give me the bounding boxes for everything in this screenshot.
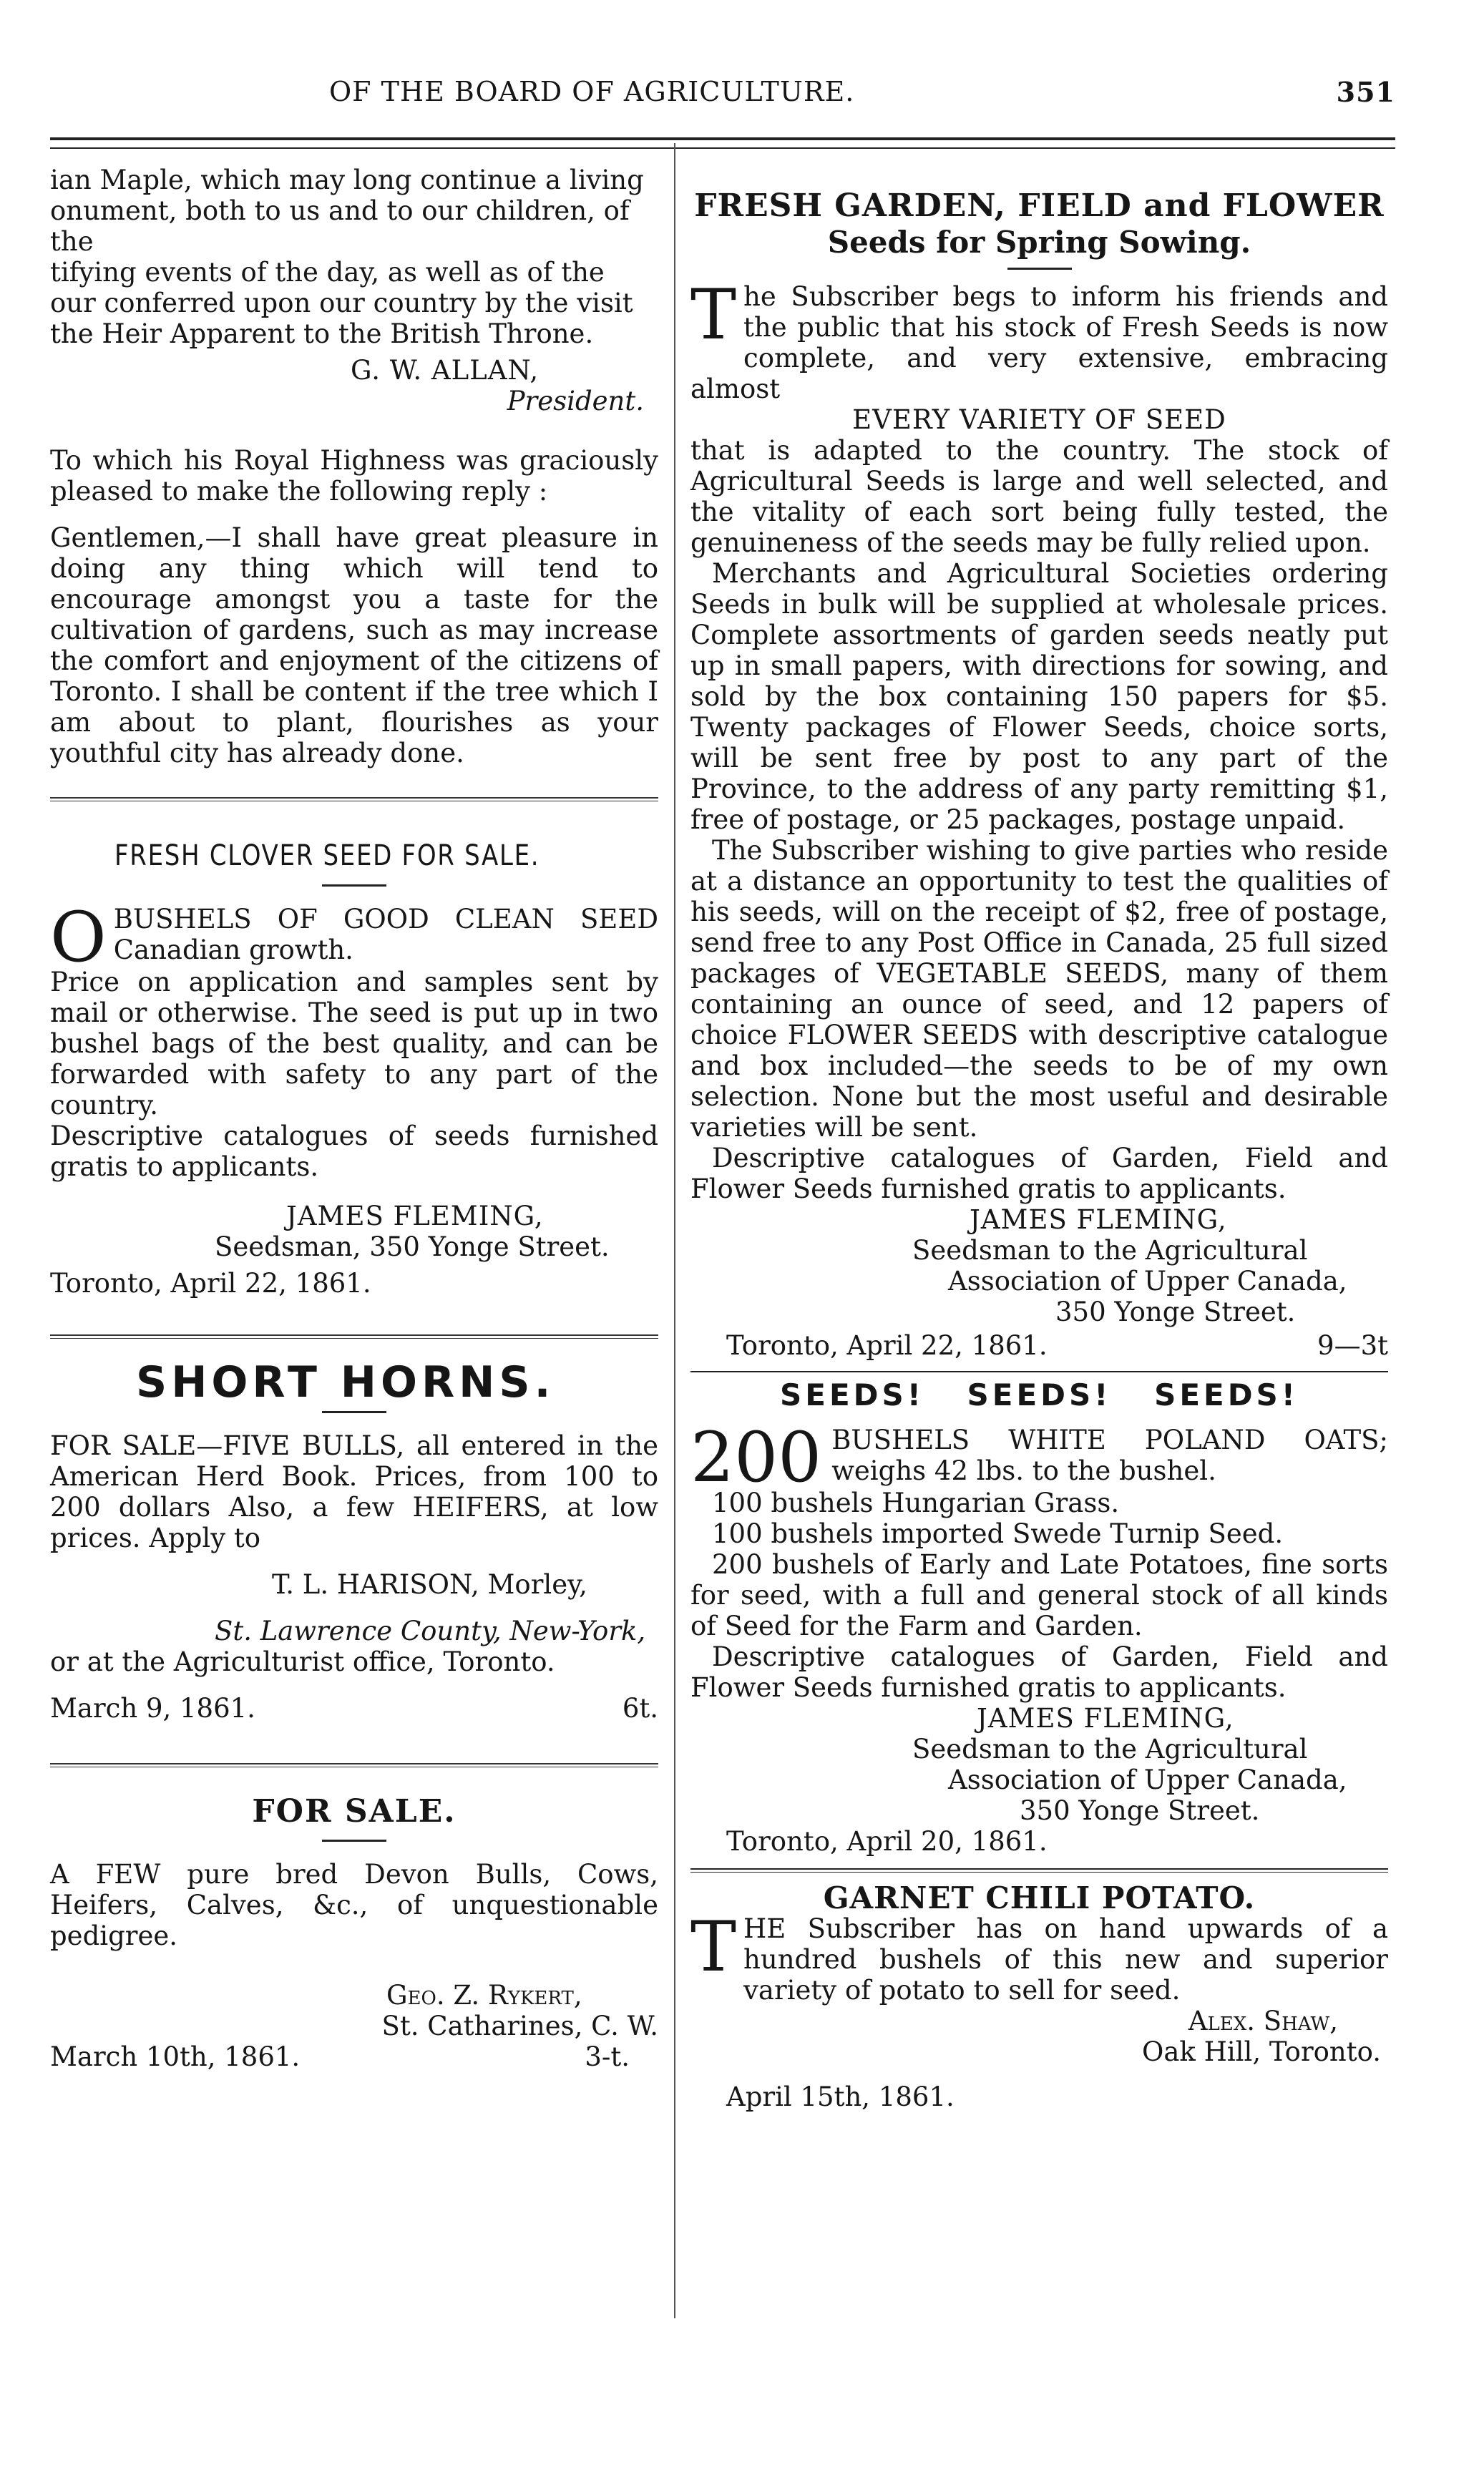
seeds-lead: BUSHELS WHITE POLAND OATS; weighs 42 lbs. to the bushel. (831, 1425, 1388, 1486)
running-head-title: OF THE BOARD OF AGRICULTURE. (329, 76, 855, 107)
fresh-paragraph: The Subscriber wishing to give parties who reside at a distance an opportunity to test the qualities of his seeds, will on the receipt of $2, free of postage, send free to any Post Office in Canada, 25 full sized packages of VEGETABLE SEEDS, many of them containing an ounce of seed, and 12 papers of choice FLOWER SEEDS with descriptive catalogue and box included—the seeds to be of my own selection. None but the most useful and desirable varieties will be sent. (690, 835, 1388, 1143)
seeds-signature-line: 350 Yonge Street. (1020, 1795, 1260, 1826)
garnet-advert (690, 1880, 1388, 2112)
horns-signature-name: T. L. HARISON, Morley, (272, 1569, 587, 1600)
seeds-big-number: 200 (690, 1417, 822, 1498)
horns-signature-office: or at the Agriculturist office, Toronto. (50, 1646, 555, 1677)
address-line: tifying events of the day, as well as of the (50, 257, 605, 288)
forsale-advert (50, 1793, 658, 2072)
signature-name: G. W. ALLAN, (351, 355, 540, 386)
forsale-body: A FEW pure bred Devon Bulls, Cows, Heifers, Calves, &c., of unquestionable pedigree. (50, 1859, 658, 1951)
garnet-signature-name: Alex. Shaw, (1188, 2006, 1338, 2036)
seeds-heading: SEEDS! SEEDS! SEEDS! (780, 1377, 1299, 1412)
fresh-dateline (726, 1330, 1388, 1361)
clover-dropcap: O (50, 897, 107, 977)
seeds-item: 200 bushels of Early and Late Potatoes, fine sorts for seed, with a full and general stock of all kinds of Seed for the Farm and Garden. (690, 1549, 1388, 1641)
horns-signature-address: St. Lawrence County, New-York, (215, 1616, 646, 1646)
garnet-signature-address: Oak Hill, Toronto. (1142, 2036, 1381, 2067)
address-line: our conferred upon our country by the visit (50, 288, 633, 318)
horns-body: FOR SALE—FIVE BULLS, all entered in the American Herd Book. Prices, from 100 to 200 dollars Also, a few HEIFERS, at low prices. Apply to (50, 1430, 658, 1553)
seeds-advert (690, 1377, 1388, 1857)
clover-signature-name: JAMES FLEMING, (286, 1201, 544, 1231)
horns-insertion-code: 6t. (622, 1693, 658, 1724)
fresh-dropcap: T (690, 275, 737, 355)
clover-signature-address: Seedsman, 350 Yonge Street. (215, 1231, 610, 1262)
clover-body: Price on application and samples sent by mail or otherwise. The seed is put up in two bushel bags of the best quality, and can be forwarded with safety to any part of the country. (50, 967, 658, 1121)
forsale-insertion-code: 3-t. (585, 2041, 630, 2072)
short-rule (322, 884, 386, 887)
fresh-signature-name: JAMES FLEMING, (970, 1204, 1227, 1235)
short-rule (322, 1411, 386, 1413)
fresh-paragraph: that is adapted to the country. The stock of Agricultural Seeds is large and well selected, and the vitality of each sort being fully tested, the genuineness of the seeds may be fully relied upon. (690, 435, 1388, 558)
horns-date: March 9, 1861. (50, 1693, 255, 1724)
fresh-lead: he Subscriber begs to inform his friends and the public that his stock of Fresh Seeds is now complete, and very extensive, embracing almost (690, 281, 1388, 404)
reply-body: Gentlemen,—I shall have great pleasure in doing any thing which will tend to encourage amongst you a taste for the cultivation of gardens, such as may increase the comfort and enjoyment of the citizens of Toronto. I shall be content if the tree which I am about to plant, flourishes as your youthful city has already done. (50, 522, 658, 768)
fresh-signature-line: Association of Upper Canada, (948, 1266, 1347, 1297)
horns-dateline (50, 1693, 658, 1724)
garnet-dropcap: T (690, 1907, 737, 1987)
separator-rule (690, 1868, 1388, 1873)
forsale-signature-name: Geo. Z. Rykert, (386, 1980, 582, 2011)
forsale-signature-address: St. Catharines, C. W. (381, 2011, 658, 2041)
seeds-catalogue: Descriptive catalogues of Garden, Field and Flower Seeds furnished gratis to applicants. (690, 1641, 1388, 1703)
seeds-signature-name: JAMES FLEMING, (977, 1703, 1234, 1734)
short-rule (322, 1840, 386, 1842)
separator-rule (50, 1763, 658, 1767)
short-rule (1007, 268, 1072, 270)
fresh-signature-line: Seedsman to the Agricultural (912, 1235, 1308, 1266)
address-excerpt (50, 165, 658, 416)
garnet-lead: HE Subscriber has on hand upwards of a hundred bushels of this new and superior variety of potato to sell for seed. (743, 1913, 1388, 2006)
forsale-heading: FOR SALE. (252, 1793, 457, 1830)
seeds-item: 100 bushels Hungarian Grass. (712, 1488, 1120, 1518)
seeds-date: Toronto, April 20, 1861. (726, 1826, 1048, 1857)
address-line: ian Maple, which may long continue a living (50, 165, 644, 195)
separator-rule (690, 1371, 1388, 1372)
seeds-signature-line: Association of Upper Canada, (948, 1764, 1347, 1795)
signature-title: President. (507, 386, 644, 416)
seeds-signature-line: Seedsman to the Agricultural (912, 1734, 1308, 1764)
fresh-heading: FRESH GARDEN, FIELD and FLOWER (694, 187, 1385, 224)
separator-rule (50, 797, 658, 801)
header-double-rule (50, 137, 1395, 149)
fresh-every-variety: EVERY VARIETY OF SEED (852, 404, 1226, 435)
forsale-dateline (50, 2011, 658, 2072)
horns-heading: SHORT HORNS. (136, 1357, 555, 1407)
garnet-date: April 15th, 1861. (726, 2081, 955, 2112)
separator-rule (50, 1334, 658, 1339)
fresh-seeds-advert (690, 187, 1388, 1361)
right-column (690, 187, 1388, 2112)
fresh-paragraph: Descriptive catalogues of Garden, Field and Flower Seeds furnished gratis to applicants. (690, 1143, 1388, 1204)
column-divider (674, 143, 675, 2318)
fresh-signature-line: 350 Yonge Street. (1055, 1297, 1296, 1327)
clover-catalogue: Descriptive catalogues of seeds furnished gratis to applicants. (50, 1121, 658, 1182)
forsale-date: March 10th, 1861. (50, 2041, 301, 2072)
address-line: onument, both to us and to our children, of the (50, 195, 630, 257)
clover-date: Toronto, April 22, 1861. (50, 1268, 371, 1299)
clover-heading: FRESH CLOVER SEED FOR SALE. (114, 839, 540, 872)
address-line: the Heir Apparent to the British Throne. (50, 318, 594, 349)
fresh-insertion-code: 9—3t (1317, 1330, 1388, 1361)
fresh-paragraph: Merchants and Agricultural Societies ordering Seeds in bulk will be supplied at wholesale prices. Complete assortments of garden seeds neatly put up in small papers, with directions for sowing, and sold by the box containing 150 papers for $5. Twenty packages of Flower Seeds, choice sorts, will be sent free by post to any part of the Province, to the address of any party remitting $1, free of postage, or 25 packages, postage unpaid. (690, 558, 1388, 835)
clover-lead: BUSHELS OF GOOD CLEAN SEED Canadian growth. (113, 904, 658, 965)
garnet-heading: GARNET CHILI POTATO. (823, 1880, 1256, 1915)
clover-advert (50, 841, 658, 1299)
fresh-date: Toronto, April 22, 1861. (726, 1330, 1048, 1361)
page-number: 351 (1336, 76, 1395, 108)
seeds-item: 100 bushels imported Swede Turnip Seed. (712, 1518, 1284, 1549)
reply-intro: To which his Royal Highness was graciously pleased to make the following reply : (50, 445, 658, 507)
fresh-subheading: Seeds for Spring Sowing. (827, 225, 1251, 260)
running-head (50, 69, 1395, 119)
horns-advert (50, 1357, 658, 1724)
left-column (50, 165, 658, 2072)
